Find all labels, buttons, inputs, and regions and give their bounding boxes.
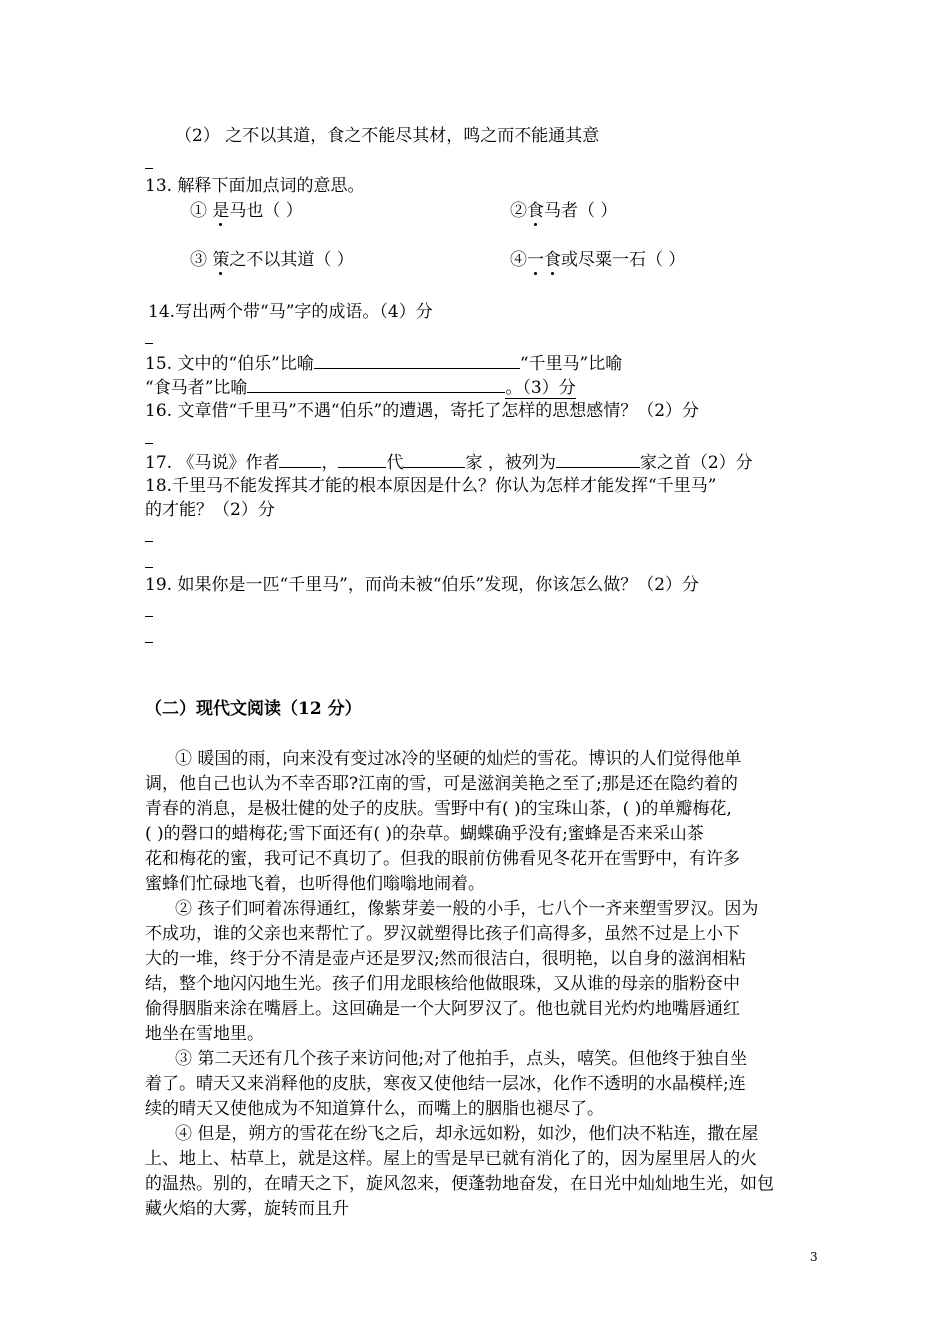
q13-item-a: ① 是马也（ ） — [190, 201, 303, 221]
blank-underline[interactable] — [556, 449, 640, 468]
passage-line: 的温热。别的，在晴天之下，旋风忽来，便蓬勃地奋发，在日光中灿灿地生光，如包 — [145, 1174, 774, 1194]
answer-line — [145, 541, 153, 542]
passage-line: ( )的磬口的蜡梅花;雪下面还有( )的杂草。蝴蝶确乎没有;蜜蜂是否来采山茶 — [145, 824, 704, 844]
q14: 14.写出两个带“马”字的成语。（4）分 — [148, 302, 433, 322]
section-heading: （二）现代文阅读（12 分） — [145, 699, 362, 719]
q19: 19. 如果你是一匹“千里马”，而尚未被“伯乐”发现，你该怎么做？（2）分 — [145, 575, 700, 595]
blank-underline[interactable] — [314, 350, 520, 369]
passage-line: 着了。晴天又来消释他的皮肤，寒夜又使他结一层冰，化作不透明的水晶模样;连 — [145, 1074, 746, 1094]
answer-line — [145, 616, 153, 617]
passage-line: ② 孩子们呵着冻得通红，像紫芽姜一般的小手，七八个一齐来塑雪罗汉。因为 — [175, 899, 759, 919]
passage-line: 地坐在雪地里。 — [145, 1024, 264, 1044]
blank-underline[interactable] — [279, 449, 321, 468]
q13-item-c: ③ 策之不以其道（ ） — [190, 250, 354, 270]
q17: 17. 《马说》作者 ， 代 家 ，被列为 家之首（2）分 — [145, 449, 753, 475]
passage-line: ③ 第二天还有几个孩子来访问他;对了他拍手，点头，嘻笑。但他终于独自坐 — [175, 1049, 748, 1069]
q13-title: 13. 解释下面加点词的意思。 — [145, 176, 365, 196]
q13-item-d: ④一食或尽粟一石（ ） — [510, 250, 686, 270]
q15-line1: 15. 文中的“伯乐”比喻 “千里马”比喻 — [145, 350, 622, 376]
passage-line: 结，整个地闪闪地生光。孩子们用龙眼核给他做眼珠，又从谁的母亲的脂粉奁中 — [145, 974, 740, 994]
page-number: 3 — [810, 1250, 818, 1264]
passage-line: 蜜蜂们忙碌地飞着，也听得他们嗡嗡地闹着。 — [145, 874, 485, 894]
answer-line — [145, 642, 153, 643]
blank-underline[interactable] — [338, 449, 386, 468]
answer-line — [145, 443, 153, 444]
q15-line2: “食马者”比喻 。（3）分 — [145, 374, 576, 400]
answer-line — [145, 168, 153, 169]
passage-line: 青春的消息，是极壮健的处子的皮肤。雪野中有( )的宝珠山茶，( )的单瓣梅花, — [145, 799, 732, 819]
answer-line — [145, 343, 153, 344]
answer-line — [145, 567, 153, 568]
blank-underline[interactable] — [403, 449, 465, 468]
passage-line: ④ 但是，朔方的雪花在纷飞之后，却永远如粉，如沙，他们决不粘连，撒在屋 — [175, 1124, 759, 1144]
q18-line2: 的才能？（2）分 — [145, 500, 275, 520]
q13-item-b: ②食马者（ ） — [510, 201, 618, 221]
passage-line: 上、地上、枯草上，就是这样。屋上的雪是早已就有消化了的，因为屋里居人的火 — [145, 1149, 757, 1169]
blank-underline[interactable] — [247, 374, 505, 393]
passage-line: 不成功，谁的父亲也来帮忙了。罗汉就塑得比孩子们高得多，虽然不过是上小下 — [145, 924, 740, 944]
passage-line: 调，他自己也认为不幸否耶?江南的雪，可是滋润美艳之至了;那是还在隐约着的 — [145, 774, 738, 794]
q18-line1: 18.千里马不能发挥其才能的根本原因是什么？你认为怎样才能发挥“千里马” — [145, 476, 717, 496]
passage-line: 藏火焰的大雾，旋转而且升 — [145, 1199, 349, 1219]
passage-line: 偷得胭脂来涂在嘴唇上。这回确是一个大阿罗汉了。他也就目光灼灼地嘴唇通红 — [145, 999, 740, 1019]
passage-line: 大的一堆，终于分不清是壶卢还是罗汉;然而很洁白，很明艳，以自身的滋润相粘 — [145, 949, 746, 969]
passage-line: 续的晴天又使他成为不知道算什么，而嘴上的胭脂也褪尽了。 — [145, 1099, 604, 1119]
q12-item2: （2） 之不以其道，食之不能尽其材，鸣之而不能通其意 — [175, 126, 600, 146]
passage-line: ① 暖国的雨，向来没有变过冰冷的坚硬的灿烂的雪花。博识的人们觉得他单 — [175, 749, 742, 769]
passage-line: 花和梅花的蜜，我可记不真切了。但我的眼前仿佛看见冬花开在雪野中，有许多 — [145, 849, 740, 869]
q16: 16. 文章借“千里马”不遇“伯乐”的遭遇，寄托了怎样的思想感情？（2）分 — [145, 401, 700, 421]
